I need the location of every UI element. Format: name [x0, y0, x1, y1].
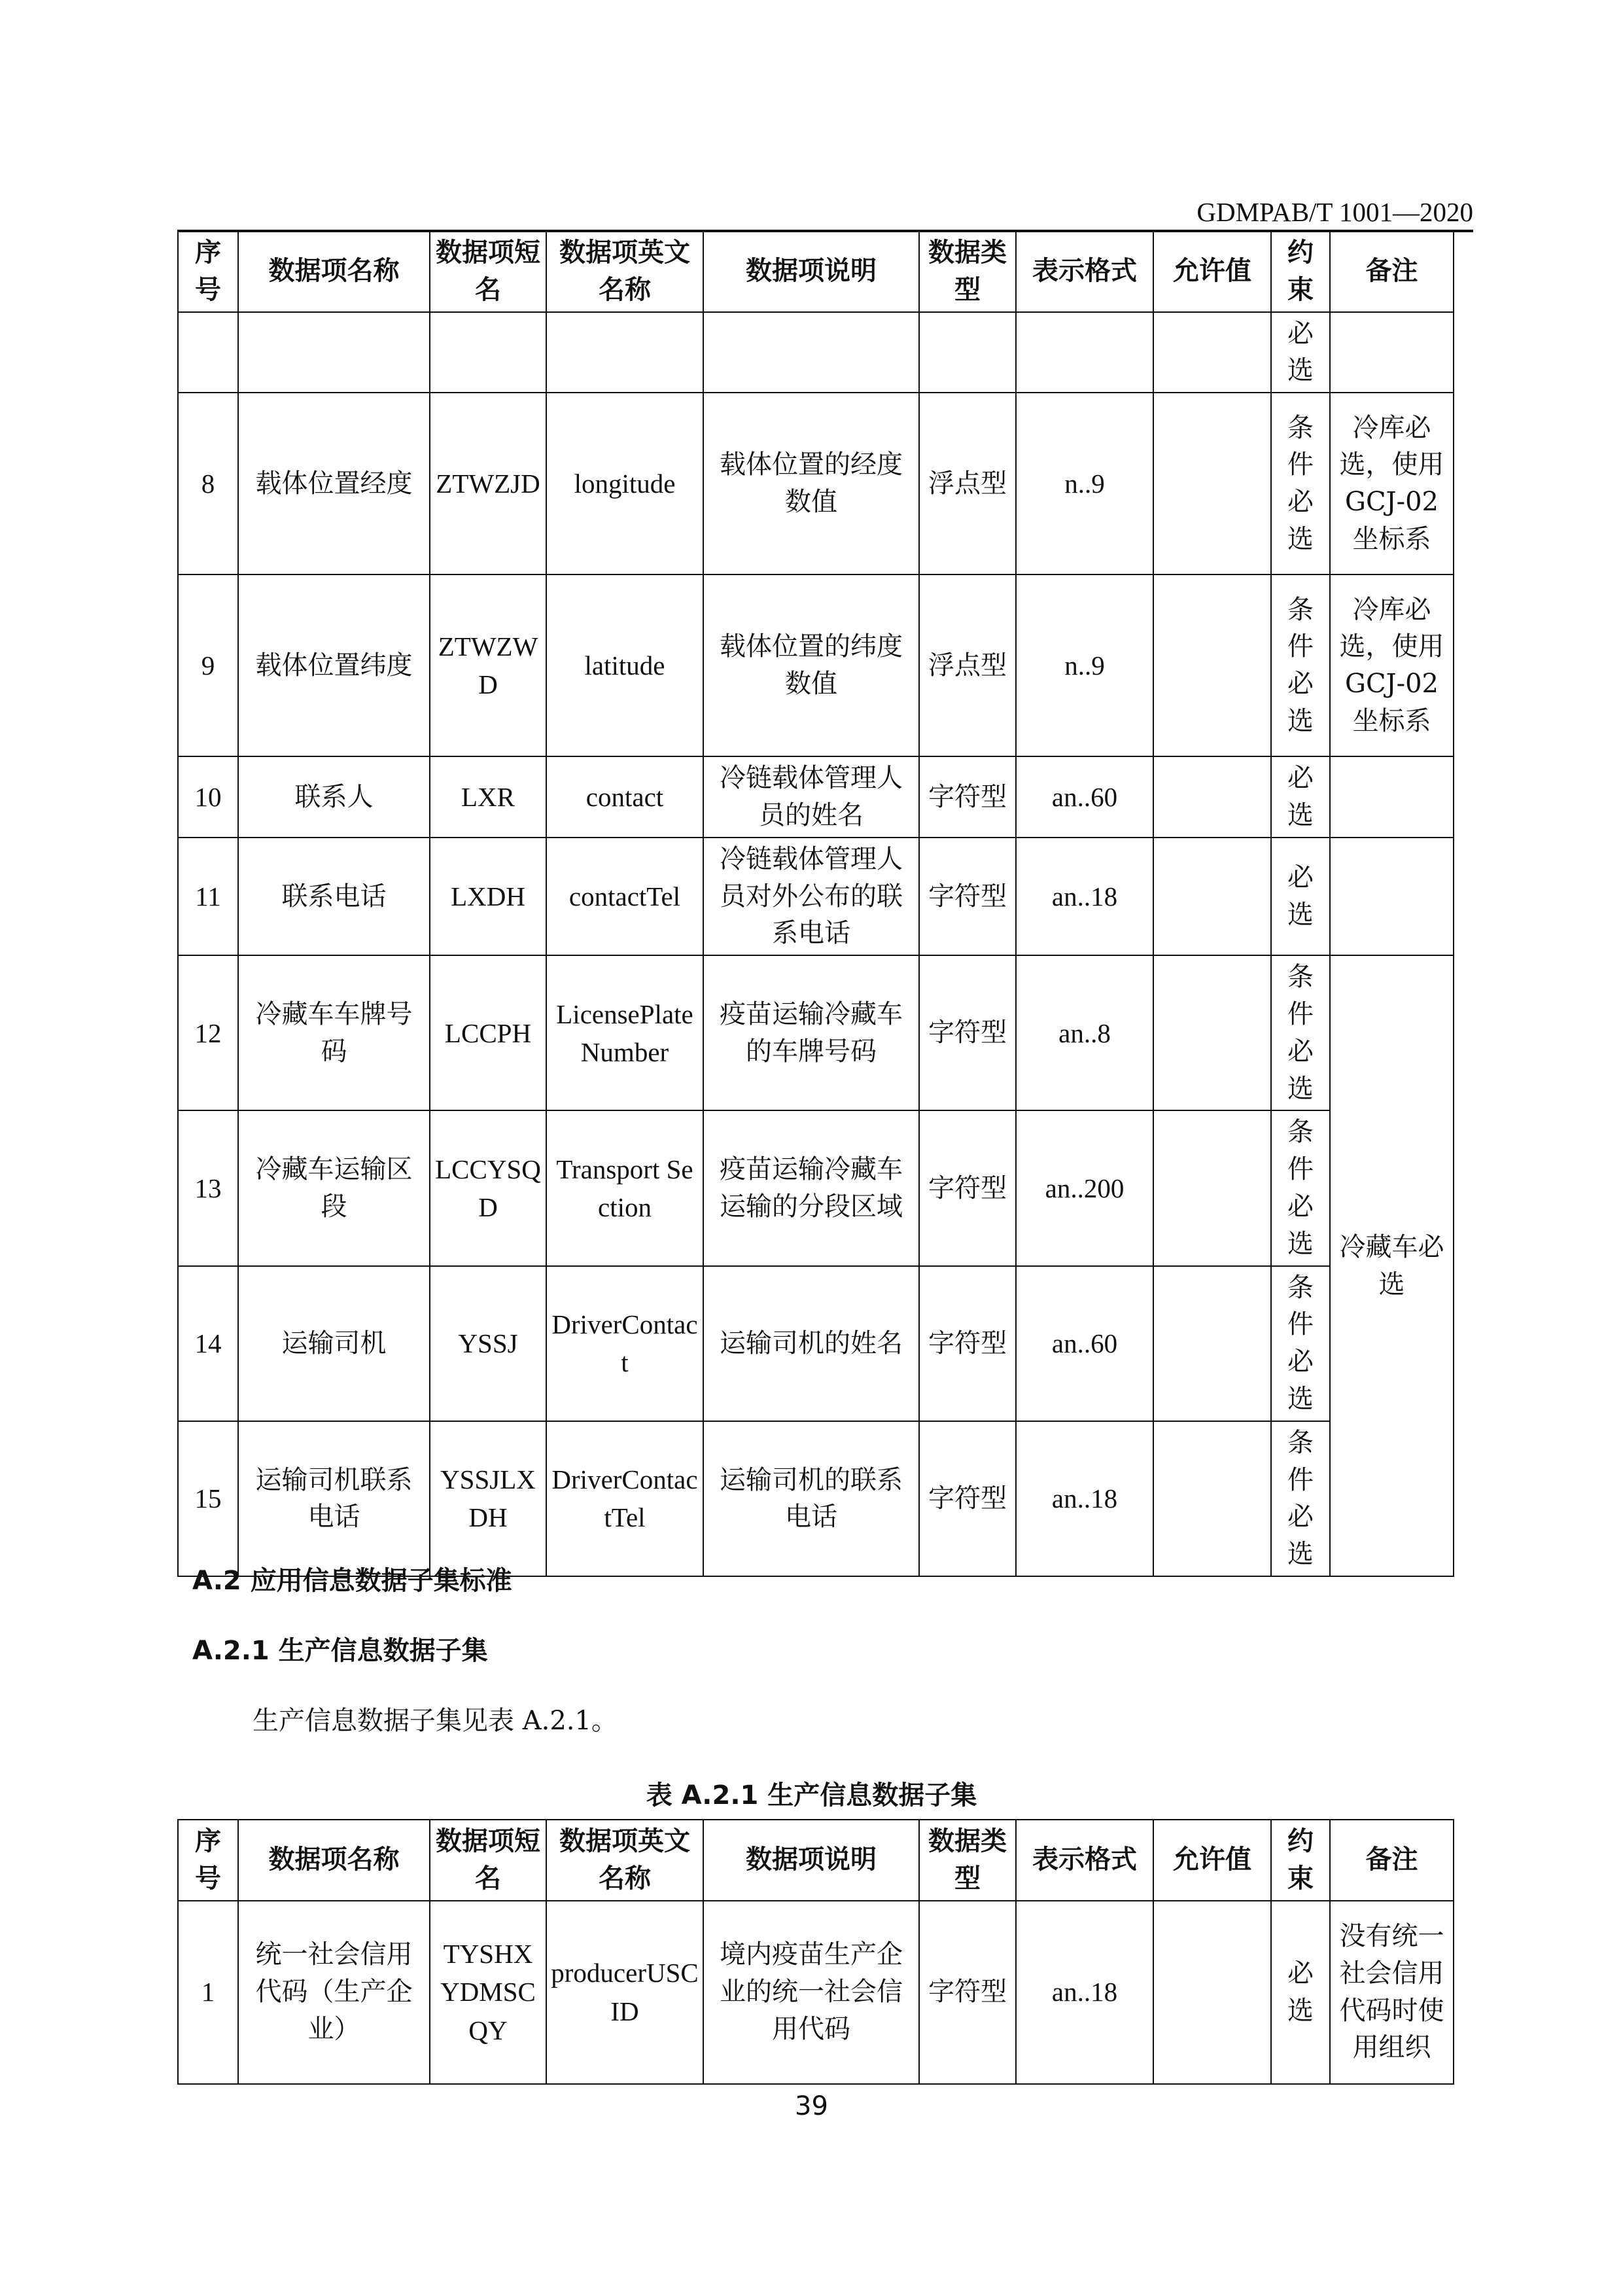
short-cell: ZTWZJD	[430, 393, 546, 574]
constraint-cell: 必选	[1287, 763, 1314, 830]
desc-cell: 冷链载体管理人员对外公布的联系电话	[703, 838, 919, 955]
note-cell-merged: 冷藏车必选	[1330, 955, 1454, 1576]
short-cell: LCCYSQD	[430, 1110, 546, 1265]
col-header-allowed: 允许值	[1153, 231, 1271, 312]
col-header-format: 表示格式	[1016, 1820, 1153, 1901]
type-cell: 字符型	[919, 1266, 1016, 1421]
desc-cell: 疫苗运输冷藏车的车牌号码	[703, 955, 919, 1110]
col-header-short: 数据项短名	[430, 231, 546, 312]
english-cell: LicensePlateNumber	[546, 955, 703, 1110]
standard-code: GDMPAB/T 1001—2020	[1196, 197, 1473, 227]
production-data-table	[177, 1819, 1454, 2085]
desc-cell: 冷链载体管理人员的姓名	[703, 756, 919, 838]
allowed-cell	[1153, 955, 1271, 1110]
name-cell: 联系人	[238, 756, 430, 838]
seq-cell: 10	[178, 756, 238, 838]
english-cell: longitude	[546, 393, 703, 574]
name-cell: 统一社会信用代码（生产企业）	[238, 1901, 430, 2084]
col-header-constraint: 约束	[1287, 238, 1314, 305]
col-header-type: 数据类型	[919, 231, 1016, 312]
constraint-cell: 条件必选	[1287, 1427, 1314, 1570]
col-header-name: 数据项名称	[238, 231, 430, 312]
format-cell: an..18	[1016, 838, 1153, 955]
name-cell: 运输司机联系电话	[238, 1421, 430, 1576]
desc-cell: 运输司机的联系电话	[703, 1421, 919, 1576]
table-row	[178, 1110, 1454, 1265]
col-header-desc: 数据项说明	[703, 1820, 919, 1901]
name-cell: 载体位置纬度	[238, 574, 430, 756]
name-cell: 联系电话	[238, 838, 430, 955]
table-row	[178, 756, 1454, 838]
table-row	[178, 393, 1454, 574]
col-header-type: 数据类型	[919, 1820, 1016, 1901]
name-cell: 冷藏车车牌号码	[238, 955, 430, 1110]
desc-cell: 疫苗运输冷藏车运输的分段区域	[703, 1110, 919, 1265]
seq-cell: 12	[178, 955, 238, 1110]
allowed-cell	[1153, 1421, 1271, 1576]
seq-cell: 14	[178, 1266, 238, 1421]
allowed-cell	[1153, 1110, 1271, 1265]
short-cell: LXDH	[430, 838, 546, 955]
table-row-continued	[178, 312, 1454, 393]
english-cell: producerUSCID	[546, 1901, 703, 2084]
col-header-name: 数据项名称	[238, 1820, 430, 1901]
col-header-note: 备注	[1330, 1820, 1454, 1901]
type-cell: 字符型	[919, 955, 1016, 1110]
constraint-cell: 条件必选	[1287, 1272, 1314, 1414]
seq-cell: 1	[178, 1901, 238, 2084]
constraint-cell: 必选	[1287, 1958, 1314, 2026]
table-row	[178, 1901, 1454, 2084]
note-cell	[1330, 756, 1454, 838]
seq-cell: 8	[178, 393, 238, 574]
constraint-cell: 条件必选	[1287, 412, 1314, 554]
col-header-short: 数据项短名	[430, 1820, 546, 1901]
section-heading-a2: A.2 应用信息数据子集标准	[192, 1566, 512, 1596]
allowed-cell	[1153, 1266, 1271, 1421]
name-cell: 载体位置经度	[238, 393, 430, 574]
format-cell: an..60	[1016, 1266, 1153, 1421]
table-header-row	[178, 231, 1454, 312]
format-cell: an..18	[1016, 1901, 1153, 2084]
short-cell: LCCPH	[430, 955, 546, 1110]
english-cell: contact	[546, 756, 703, 838]
col-header-english: 数据项英文名称	[546, 1820, 703, 1901]
constraint-cell: 条件必选	[1287, 1117, 1314, 1259]
english-cell: DriverContactTel	[546, 1421, 703, 1576]
format-cell: an..200	[1016, 1110, 1153, 1265]
format-cell: n..9	[1016, 393, 1153, 574]
table-row	[178, 1421, 1454, 1576]
body-paragraph: 生产信息数据子集见表 A.2.1。	[253, 1706, 618, 1736]
seq-cell: 11	[178, 838, 238, 955]
constraint-cell: 必选	[1287, 862, 1314, 930]
allowed-cell	[1153, 393, 1271, 574]
allowed-cell	[1153, 574, 1271, 756]
allowed-cell	[1153, 838, 1271, 955]
col-header-desc: 数据项说明	[703, 231, 919, 312]
desc-cell: 运输司机的姓名	[703, 1266, 919, 1421]
seq-cell: 9	[178, 574, 238, 756]
english-cell: Transport Section	[546, 1110, 703, 1265]
format-cell: n..9	[1016, 574, 1153, 756]
table-row	[178, 574, 1454, 756]
desc-cell: 载体位置的经度数值	[703, 393, 919, 574]
table-caption: 表 A.2.1 生产信息数据子集	[646, 1780, 977, 1810]
name-cell: 运输司机	[238, 1266, 430, 1421]
type-cell: 字符型	[919, 1110, 1016, 1265]
english-cell: contactTel	[546, 838, 703, 955]
col-header-allowed: 允许值	[1153, 1820, 1271, 1901]
note-cell: 没有统一社会信用代码时使用组织	[1330, 1901, 1454, 2084]
table-row	[178, 955, 1454, 1110]
note-cell	[1330, 838, 1454, 955]
data-items-table-continued	[177, 230, 1454, 1577]
short-cell: ZTWZWD	[430, 574, 546, 756]
note-cell: 冷库必选，使用GCJ-02坐标系	[1330, 574, 1454, 756]
allowed-cell	[1153, 1901, 1271, 2084]
col-header-english: 数据项英文名称	[546, 231, 703, 312]
type-cell: 浮点型	[919, 574, 1016, 756]
type-cell: 字符型	[919, 1421, 1016, 1576]
format-cell: an..60	[1016, 756, 1153, 838]
col-header-constraint: 约束	[1287, 1826, 1314, 1894]
seq-cell: 13	[178, 1110, 238, 1265]
col-header-seq: 序号	[195, 1826, 221, 1894]
constraint-cell: 条件必选	[1287, 962, 1314, 1104]
table-row	[178, 1266, 1454, 1421]
col-header-seq: 序号	[195, 238, 221, 305]
col-header-note: 备注	[1330, 231, 1454, 312]
format-cell: an..8	[1016, 955, 1153, 1110]
constraint-cell: 必选	[1287, 318, 1314, 386]
table-row	[178, 838, 1454, 955]
english-cell: DriverContact	[546, 1266, 703, 1421]
note-cell: 冷库必选，使用GCJ-02坐标系	[1330, 393, 1454, 574]
short-cell: LXR	[430, 756, 546, 838]
section-heading-a21: A.2.1 生产信息数据子集	[192, 1636, 488, 1666]
constraint-cell: 条件必选	[1287, 594, 1314, 736]
type-cell: 字符型	[919, 1901, 1016, 2084]
format-cell: an..18	[1016, 1421, 1153, 1576]
col-header-format: 表示格式	[1016, 231, 1153, 312]
name-cell: 冷藏车运输区段	[238, 1110, 430, 1265]
short-cell: TYSHXYDMSCQY	[430, 1901, 546, 2084]
type-cell: 字符型	[919, 838, 1016, 955]
english-cell: latitude	[546, 574, 703, 756]
short-cell: YSSJ	[430, 1266, 546, 1421]
allowed-cell	[1153, 756, 1271, 838]
short-cell: YSSJLXDH	[430, 1421, 546, 1576]
type-cell: 浮点型	[919, 393, 1016, 574]
page-number: 39	[795, 2091, 828, 2121]
type-cell: 字符型	[919, 756, 1016, 838]
seq-cell: 15	[178, 1421, 238, 1576]
table-header-row	[178, 1820, 1454, 1901]
desc-cell: 载体位置的纬度数值	[703, 574, 919, 756]
desc-cell: 境内疫苗生产企业的统一社会信用代码	[703, 1901, 919, 2084]
